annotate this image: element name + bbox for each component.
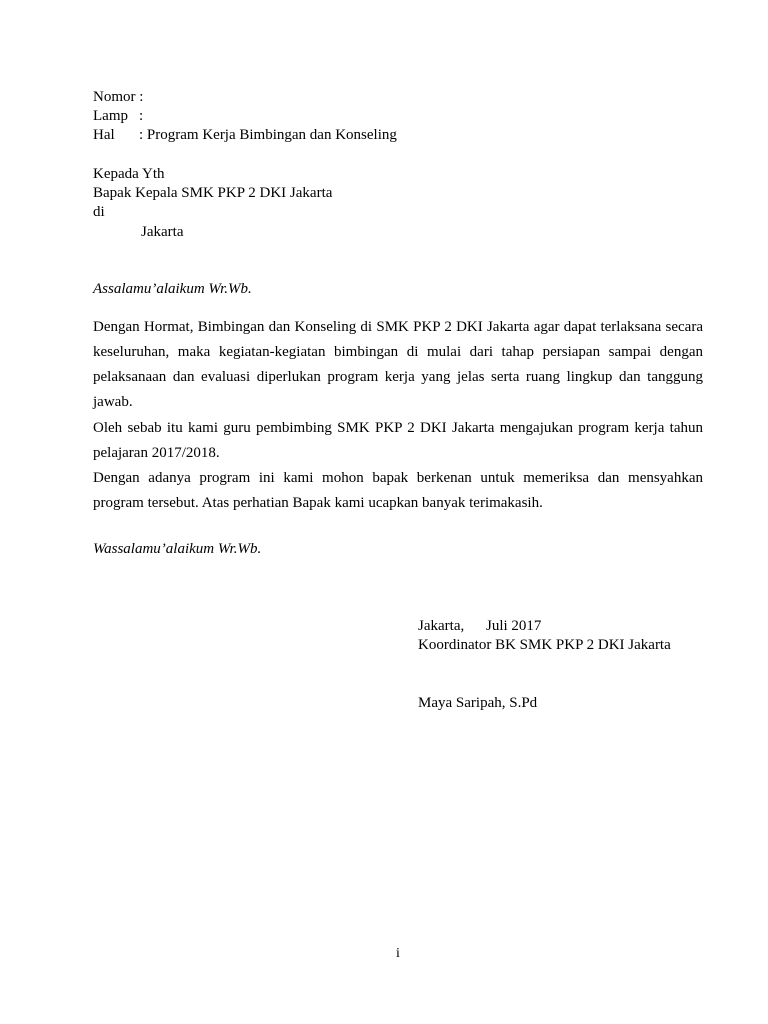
signature-name: Maya Saripah, S.Pd [418,695,538,711]
signature-role: Koordinator BK SMK PKP 2 DKI Jakarta [418,637,671,653]
closing: Wassalamu’alaikum Wr.Wb. [93,541,262,557]
lamp-line [93,107,143,126]
nomor-line [93,88,143,107]
body-paragraph-3: Dengan adanya program ini kami mohon bapak berkenan untuk memeriksa dan mensyahkan program tersebut. Atas perhatian Bapak kami ucapkan banyak terimakasih. [93,470,703,511]
hal-label: Hal [93,127,115,143]
hal-line [93,126,397,145]
lamp-label: Lamp [93,108,128,124]
recipient-line-3: di [93,204,105,220]
greeting: Assalamu’alaikum Wr.Wb. [93,281,252,297]
lamp-colon: : [139,108,144,124]
hal-value: : Program Kerja Bimbingan dan Konseling [139,127,397,143]
recipient-line-4: Jakarta [141,224,184,240]
signature-date-line [418,617,541,636]
recipient-line-2: Bapak Kepala SMK PKP 2 DKI Jakarta [93,185,333,201]
recipient-line-1: Kepada Yth [93,166,165,182]
nomor-label: Nomor : [93,89,144,105]
body-paragraph-2: Oleh sebab itu kami guru pembimbing SMK PKP 2 DKI Jakarta mengajukan program kerja tahun pelajaran 2017/2018. [93,420,703,461]
signature-date: Juli 2017 [486,618,542,634]
page-number: i [396,946,400,961]
signature-place: Jakarta, [418,618,465,634]
body-paragraph-1: Dengan Hormat, Bimbingan dan Konseling di SMK PKP 2 DKI Jakarta agar dapat terlaksana secara keseluruhan, maka kegiatan-kegiatan bimbingan di mulai dari tahap persiapan sampai dengan pelaksanaan dan evaluasi diperlukan program kerja yang jelas serta ruang lingkup dan tanggung jawab. [93,319,703,410]
